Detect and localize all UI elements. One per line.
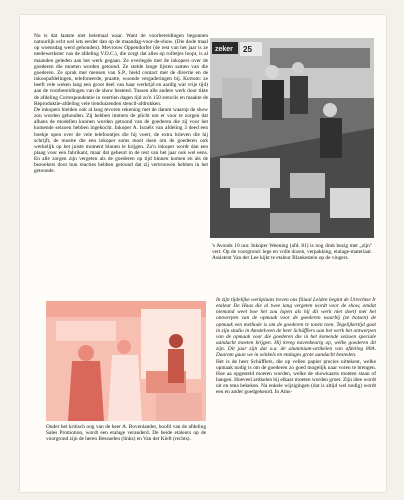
photo-window-display [46,301,206,421]
article-paragraph: Het is de heer Schüfflers, die op vellen papier precies uittekent, welke opmaak nodig is om de goederen zo goed mogelijk naar voren te brengen. Hoe aa opgesteld moeten worden, welke de showkaarts moeten staan of hangen. Hoeveel artikelen bij elkaar moeten worden groet. Zijn idee wordt uit en tena bekeken. Na enkele wijzigingen (dat is altijd wel nodig) wordt een en ander goedgekeurd. In Ams- [216,358,376,396]
photo-illustration [210,38,374,238]
photo-caption-top-right: 's Avonds 10 uur. Inkoper Weening (afd. 81) is nog druk bezig met „zijn" vert. Op de voorgrond: lege en volle dozen, verpakking, etalage-materiaal. Assistent Van der Lee kijkt te etaleur Blankestein op de vingers. [212,243,372,262]
photo-illustration [46,301,206,421]
sign-number: 25 [243,45,252,54]
sign-text: zeker [215,46,233,53]
article-paragraph-italic: In zijn tijdelijke werkplaats boven ons filiaal Leiden begint de Utrechtse Ir etaleur De Haas die al twee lang vergeten wordt voor de show, omdat niemand weet hoe het zou lopen als hij dit werk niet doet) met het ontwerpen van de opmaak voor de goederen waarbij (ze botsen) de opmaak een methode is om de goederen te tonen toen. Tegelijkertijd gaat in zijn studio in Amstelveen de heer Schüfflers aan het werk het ontwerpen van de opmaak voor die goederen die in het komende seizoen speciale aandacht moeten krijgen. Hij kreeg navenkeurig op, welke goederen dit zijn. Dit jaar zijn dat o.a. de aluminium-artikelen van afdeling 80A. Daarom gaan we in winkels en etalages grote aandacht besteden. [216,297,376,359]
article-paragraph: De inkopers hielden ook al lang tevoren rekening met de datum waarop de show zou worden gehouden. Zij hebben immers de plicht om er voor te zorgen dat alhans de modellen kunnen worden getoond van de goederen die zij voor het komende seizoen hebben ingekocht. Inkoper A. Israëls van afdeling 3 deed een boekje open over de vele telefoontjes die hij voert, de extra brieven die hij schrijft, de moeite die een inkoper soms moet doen om de goederen ook werkelijk op het juiste moment binnen te krijgen. Zo'n inkoper wordt dan een plaag voor een fabrikant, maar dat gebeurt in de rest van het jaar ook wel eens. En alle zorgen zijn vergeten als de goederen op tijd binnen komen en als de bezoekers door hun reacties hebben getoond dat zij vertrouwen hebben in het getoonde. [34,106,208,175]
article-column-bottom-right [216,297,376,396]
photo-caption-bottom-left: Onder het kritisch oog van de heer A. Bovenlander, hoofd van de afdeling Sales Promotion, wordt een etalage veranderd. De beide etaleurs op de voorgrond zijn de heren Bessuelen (links) en Van der Kieft (rechts). [46,424,206,443]
photo-store-night-work [210,38,374,238]
article-column-top-left [34,33,208,175]
magazine-page [20,15,386,492]
article-paragraph: Nu is dat laatste niet helemaal waar. Want de voorbereidingen begonnen natuurlijk echt wel iets eerder dan op de maandag-voor-de-show. (Die dode maal op woensdag werd gehouden). Mevrouw Oppendorfer (de rest van het jaar is ze medewerkster van de afdeling V.O.C.), die zorgt dat alles op rolletjes loopt, is al maanden geleden aan het werk gegaan. Ze overlegde met de inkopers over de goederen die moeten worden getoond. Ze stelde lange lijsten samen van die goederen. Ze sprak met mensen van S.P., hield contact met de directie en de inkoopafdelingen, telefoneerde, praatte, woonde vergaderingen bij. Kortom: ze heeft vele weken lang een groot deel van haar werktijd en aardig wat vrije tijd) aan de voorbereidingen van de show besteed. Tussen alle andere werk door tikte de afdeling Correspondentie in veertien dagen tijd zo'n 150 stencils en maakte de Reproduktie-afdeling vele tienduizenden stencil-afdrukken. [34,33,208,107]
